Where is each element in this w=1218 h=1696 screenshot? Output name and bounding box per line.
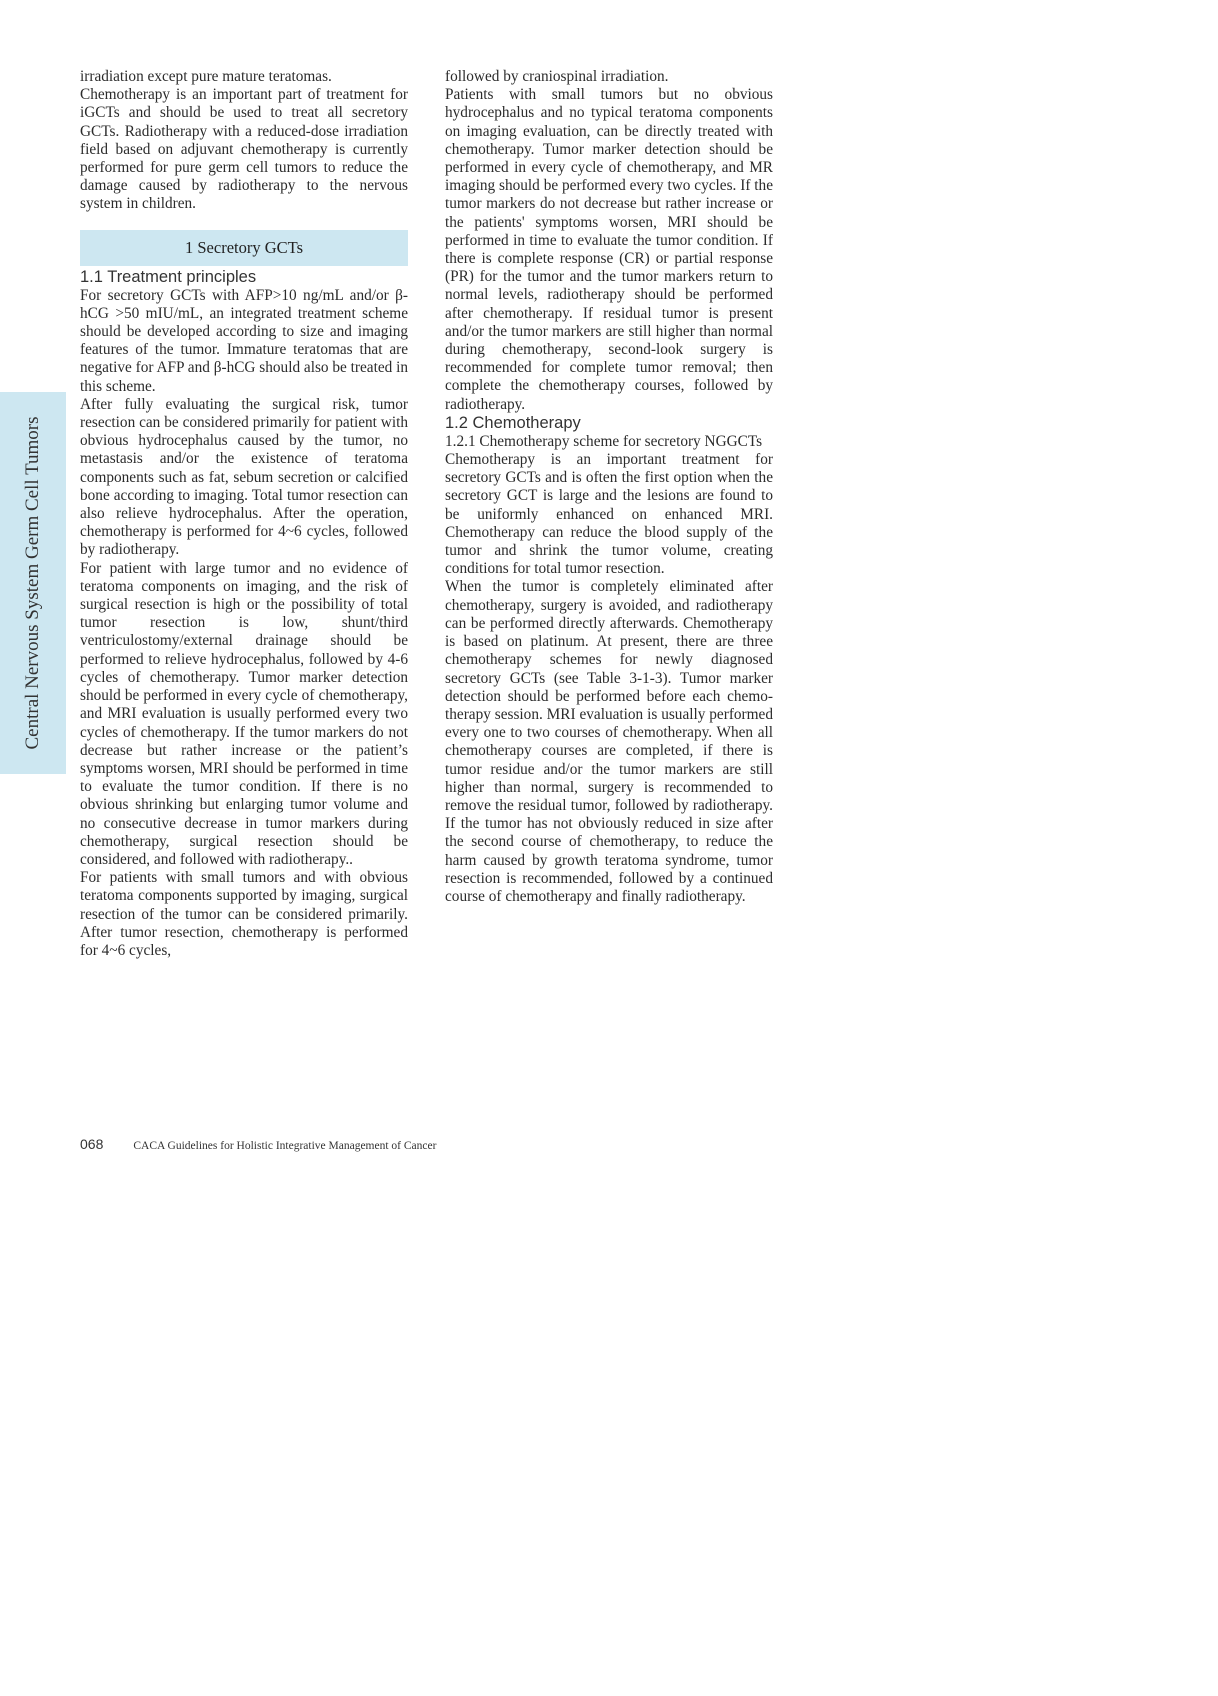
paragraph: After fully evaluating the surgical risk, tumor resection can be considered primarily for patient with obvious hydrocephalus caused by the tumor, no metastasis and/or the existence of teratoma components such as fat, sebum secretion or calcified bone according to imaging. Total tumor resection can also relieve hydrocephalus. After the operation, chemotherapy is performed for 4~6 cycles, followed by radiotherapy.: [80, 395, 408, 559]
paragraph: For patient with large tumor and no evidence of teratoma components on imaging, and the risk of surgical resection is high or the possibility of total tumor resection is low, shunt/third ventriculostomy/external drainage should be performed to relieve hydrocephalus, followed by 4-6 cycles of chemotherapy. Tumor marker detection should be performed in every cycle of chemotherapy, and MRI evaluation is usually performed every two cycles of chemotherapy. If the tumor markers do not decrease but rather increase or the patient’s symptoms worsen, MRI should be performed in time to evaluate the tumor condition. If there is no obvious shrinking but enlarging tumor volume and no consecutive decrease in tumor markers during chemotherapy, surgical resection should be considered, and followed with radiotherapy..: [80, 559, 408, 868]
right-column: [445, 68, 773, 906]
side-tab-label: Central Nervous System Germ Cell Tumors: [22, 416, 43, 750]
paragraph: Chemotherapy is an important part of treatment for iGCTs and should be used to treat all secretory GCTs. Radiotherapy with a reduced-dose irradiation field based on adjuvant chemotherapy is currently performed for pure germ cell tumors to reduce the damage caused by radiotherapy to the nervous system in children.: [80, 86, 408, 213]
side-tab: [0, 392, 66, 774]
paragraph: For secretory GCTs with AFP>10 ng/mL and/or β-hCG >50 mIU/mL, an integrated treatment scheme should be developed according to size and imaging features of the tumor. Immature teratomas that are negative for AFP and β-hCG should also be treated in this scheme.: [80, 286, 408, 395]
page-footer: [80, 1136, 436, 1152]
subsection-heading: 1.1 Treatment principles: [80, 267, 257, 286]
subsection-heading: 1.2 Chemotherapy: [445, 413, 581, 432]
running-footer: CACA Guidelines for Holistic Integrative Management of Cancer: [133, 1140, 437, 1152]
page-number: 068: [80, 1136, 104, 1152]
paragraph: irradiation except pure mature teratomas.: [80, 68, 332, 85]
paragraph: followed by craniospinal irradiation.: [445, 68, 669, 85]
left-column: [80, 68, 408, 960]
paragraph: Patients with small tumors but no obvious hydrocephalus and no typical teratoma components on imaging evaluation, can be directly treated with chemotherapy. Tumor marker detection should be performed in every cycle of chemotherapy, and MR imaging should be performed every two cycles. If the tumor markers do not decrease but rather increase or the patients' symptoms worsen, MRI should be performed in time to evaluate the tumor condition. If there is complete response (CR) or partial response (PR) for the tumor and the tumor markers return to normal levels, radiotherapy should be performed after chemotherapy. If residual tumor is present and/or the tumor markers are still higher than normal during chemotherapy, second-look surgery is recommended for complete tumor removal; then complete the chemotherapy courses, followed by radiotherapy.: [445, 86, 773, 413]
section-heading: 1 Secretory GCTs: [80, 230, 408, 266]
paragraph: For patients with small tumors and with obvious teratoma components supported by imaging, surgical resection of the tumor can be considered primarily. After tumor resection, chemotherapy is performed for 4~6 cycles,: [80, 869, 408, 959]
paragraph: When the tumor is completely eliminated after chemotherapy, surgery is avoided, and radiotherapy can be performed directly afterwards. Chemotherapy is based on platinum. At present, there are three chemotherapy schemes for newly diagnosed secretory GCTs (see Table 3-1-3). Tumor marker detection should be performed before each chemotherapy session. MRI evaluation is usually performed every one to two courses of chemotherapy. When all chemotherapy courses are completed, if there is tumor residue and/or the tumor markers are still higher than normal, surgery is recommended to remove the residual tumor, followed by radiotherapy. If the tumor has not obviously reduced in size after the second course of chemotherapy, to reduce the harm caused by growth teratoma syndrome, tumor resection is recommended, followed by a continued course of chemotherapy and finally radiotherapy.: [445, 578, 773, 905]
subsubsection-heading: 1.2.1 Chemotherapy scheme for secretory NGGCTs: [445, 432, 763, 450]
paragraph: Chemotherapy is an important treatment for secretory GCTs and is often the first option when the secretory GCT is large and the lesions are found to be uniformly enhanced on enhanced MRI. Chemotherapy can reduce the blood supply of the tumor and shrink the tumor volume, creating conditions for total tumor resection.: [445, 451, 773, 578]
